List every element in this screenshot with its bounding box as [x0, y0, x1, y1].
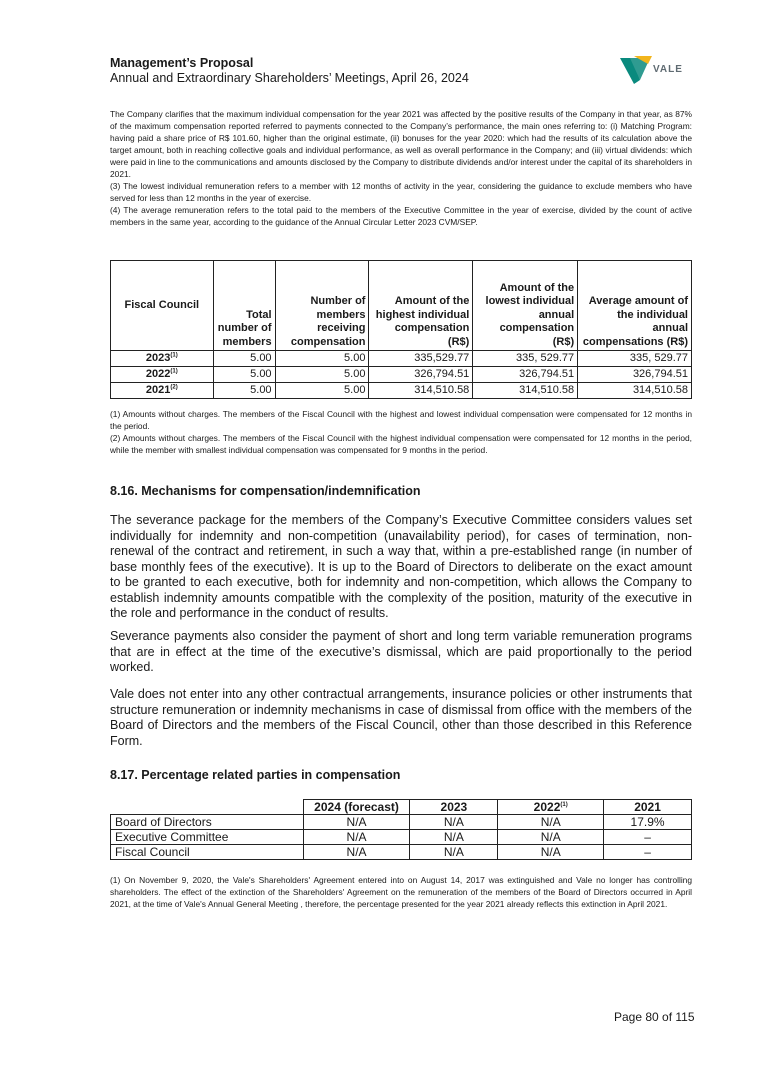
table-cell: 5.00 [275, 383, 369, 399]
section-heading-8-17: 8.17. Percentage related parties in compensation [110, 768, 401, 782]
table-cell: 5.00 [213, 367, 275, 383]
col-header: 2022$^{(1)}$ [498, 800, 604, 815]
table-cell: 17.9% [604, 815, 692, 830]
table-cell: 335, 529.77 [578, 351, 692, 367]
table-cell: N/A [498, 830, 604, 845]
table-cell: N/A [498, 845, 604, 860]
fiscal-council-table [110, 260, 692, 399]
table-row [111, 845, 692, 860]
table-cell: – [604, 830, 692, 845]
table-cell: 335, 529.77 [473, 351, 578, 367]
corner-cell [111, 800, 304, 815]
col-header: Average amount of the individual annual compensations (R$) [578, 261, 692, 351]
footnote: (2) Amounts without charges. The members of the Fiscal Council with the highest individual compensation were compensated for 12 months in the period, while the member with smallest individual compensation was compensated for 9 months in the period. [110, 433, 692, 455]
document-title: Management’s Proposal [110, 56, 254, 70]
table-cell: N/A [410, 830, 498, 845]
footnote-marker: (1) [560, 802, 568, 808]
table-cell: 326,794.51 [369, 367, 473, 383]
footnote-marker: (1) [170, 352, 178, 359]
table-row [111, 351, 692, 367]
row-label: Board of Directors [111, 815, 304, 830]
table-cell: 314,510.58 [578, 383, 692, 399]
col-header: 2024 (forecast) [303, 800, 410, 815]
fiscal-table-notes [110, 408, 692, 456]
document-subtitle: Annual and Extraordinary Shareholders’ Meetings, April 26, 2024 [110, 71, 469, 85]
year-cell: 2021$^{(2)}$ [111, 383, 214, 399]
table-cell: 326,794.51 [578, 367, 692, 383]
table-cell: 314,510.58 [369, 383, 473, 399]
col-header: Total number of members [213, 261, 275, 351]
col-header: 2023 [410, 800, 498, 815]
table-row [111, 830, 692, 845]
section-paragraph: Severance payments also consider the payment of short and long term variable remuneration programs that are in effect at the time of the executive’s dismissal, which are paid proportionally to the period worked. [110, 629, 692, 674]
table-row [111, 367, 692, 383]
col-header: Amount of the highest individual compensation (R$) [369, 261, 473, 351]
table-cell: 5.00 [275, 351, 369, 367]
intro-paragraph: (3) The lowest individual remuneration refers to a member with 12 months of activity in the year, considering the guidance to exclude members who have served for less than 12 months in the year of exercise. [110, 181, 692, 203]
table-cell: 314,510.58 [473, 383, 578, 399]
table-cell: 335,529.77 [369, 351, 473, 367]
table-cell: 5.00 [275, 367, 369, 383]
col-header: Number of members receiving compensation [275, 261, 369, 351]
section-paragraph: Vale does not enter into any other contractual arrangements, insurance policies or other instruments that structure remuneration or indemnity mechanisms in case of dismissal from office with the members of the Board of Directors and the members of the Fiscal Council, other than those described in this Reference Form. [110, 687, 692, 748]
row-label: Fiscal Council [111, 845, 304, 860]
intro-text [110, 108, 692, 228]
footnote: (1) Amounts without charges. The members of the Fiscal Council with the highest and lowest individual compensation were compensated for 12 months in the period. [110, 409, 692, 431]
table-cell: 326,794.51 [473, 367, 578, 383]
table-row [111, 383, 692, 399]
table-cell: N/A [303, 815, 410, 830]
col-header: Amount of the lowest individual annual compensation (R$) [473, 261, 578, 351]
table-cell: N/A [410, 845, 498, 860]
related-parties-table [110, 799, 692, 860]
table-cell: 5.00 [213, 351, 275, 367]
col-header: Fiscal Council [111, 261, 214, 351]
row-label: Executive Committee [111, 830, 304, 845]
intro-paragraph: The Company clarifies that the maximum individual compensation for the year 2021 was affected by the positive results of the Company in that year, as 87% of the maximum compensation reported referred to payments connected to the Company’s performance, the main ones referring to: (i) Matching Program: having paid a share price of R$ 101.60, higher than the original estimate, (ii) bonuses for the year 2020: which had the results of its calculation above the target amount, both in reaching collective goals and individual performance, as well as overall performance in the Company; and (iii) virtual dividends: which were paid in line to the communications and amounts disclosed by the Company to distribute dividends and/or interest under the capital of its shareholders in 2021. [110, 109, 692, 179]
table-cell: N/A [410, 815, 498, 830]
table-cell: 5.00 [213, 383, 275, 399]
col-header: 2021 [604, 800, 692, 815]
intro-paragraph: (4) The average remuneration refers to the total paid to the members of the Executive Committee in the year of exercise, divided by the count of active members in the same year, according to the guidance of the Annual Circular Letter 2023 CVM/SEP. [110, 205, 692, 227]
footnote-marker: (1) [170, 368, 178, 375]
table-cell: – [604, 845, 692, 860]
year-cell: 2023$^{(1)}$ [111, 351, 214, 367]
table-row [111, 815, 692, 830]
page-number: Page 80 of 115 [614, 1010, 695, 1024]
table-cell: N/A [303, 845, 410, 860]
section-paragraph: The severance package for the members of the Company’s Executive Committee considers values set individually for indemnity and non-competition (unavailability period), for cases of termination, non-renewal of the contract and retirement, in such a way that, within a pre-established range (in number of base monthly fees of the executive). It is up to the Board of Directors to deliberate on the exact amount to be granted to each executive, both for indemnity and non-competition, which allows the Company to establish indemnity amounts compatible with the complexity of the position, maturity of the executive in the role and performance in the conduct of results. [110, 513, 692, 620]
table-cell: N/A [303, 830, 410, 845]
related-parties-note: (1) On November 9, 2020, the Vale's Shareholders' Agreement entered into on August 14, 2017 was extinguished and Vale no longer has controlling shareholders. The effect of the extinction of the Shareholders' Agreement on the remuneration of the members of the Board of Directors occurred in April 2021, at the time of Vale's Annual General Meeting , therefore, the percentage presented for the year 2021 already reflects this extinction in April 2021. [110, 875, 692, 909]
footnote-marker: (2) [170, 384, 178, 391]
table-cell: N/A [498, 815, 604, 830]
logo-wordmark: VALE [653, 64, 683, 75]
section-heading-8-16: 8.16. Mechanisms for compensation/indemnification [110, 484, 421, 498]
year-cell: 2022$^{(1)}$ [111, 367, 214, 383]
